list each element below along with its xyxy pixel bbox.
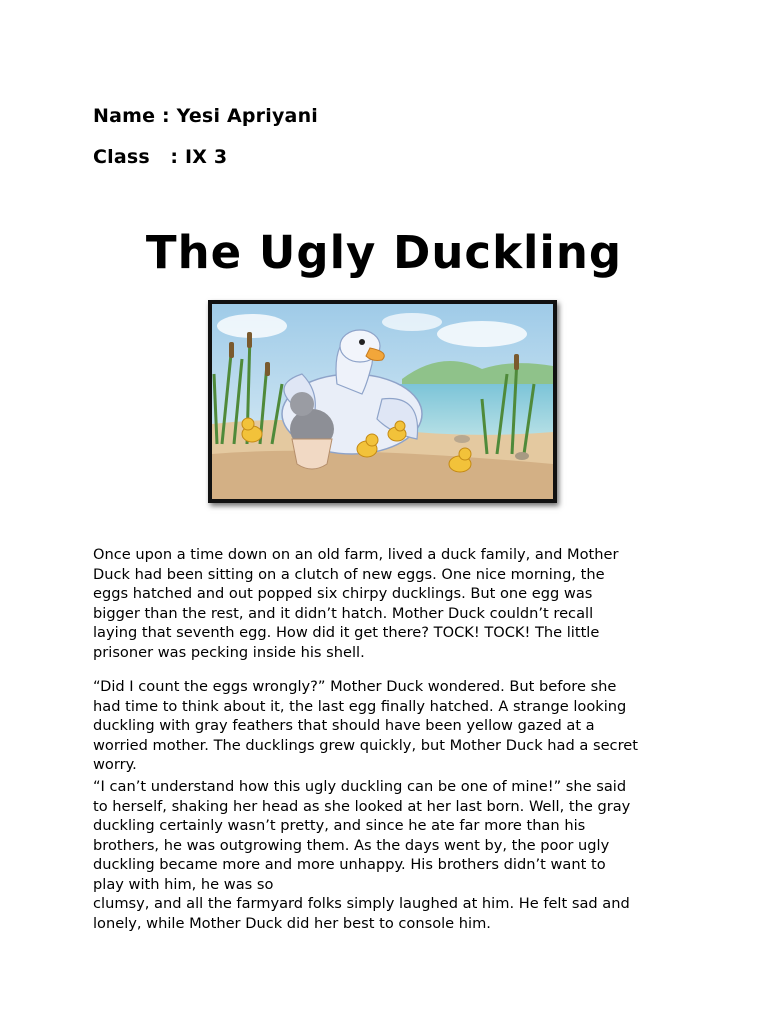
illustration-drawing <box>212 304 553 499</box>
text-line: duckling with gray feathers that should have been yellow gazed at a <box>93 717 595 734</box>
text-line: duckling became more and more unhappy. His brothers didn’t want to <box>93 856 606 873</box>
text-line: Once upon a time down on an old farm, lived a duck family, and Mother <box>93 546 619 563</box>
text-line: eggs hatched and out popped six chirpy ducklings. But one egg was <box>93 585 593 602</box>
text-line: duckling certainly wasn’t pretty, and since he ate far more than his <box>93 817 586 834</box>
text-line: play with him, he was so <box>93 875 274 893</box>
text-line: “I can’t understand how this ugly duckling can be one of mine!” she said <box>93 778 627 795</box>
story-paragraph-2 <box>93 677 683 775</box>
document-title: The Ugly Duckling <box>145 226 623 279</box>
text-line: clumsy, and all the farmyard folks simply laughed at him. He felt sad and <box>93 895 630 912</box>
text-line: had time to think about it, the last egg finally hatched. A strange looking <box>93 697 627 715</box>
text-line: lonely, while Mother Duck did her best to console him. <box>93 914 491 932</box>
text-line: worry. <box>93 756 137 773</box>
text-line: worried mother. The ducklings grew quickly, but Mother Duck had a secret <box>93 736 638 754</box>
mother-duck-with-ducklings-illustration <box>208 300 557 503</box>
text-line: bigger than the rest, and it didn’t hatch. Mother Duck couldn’t recall <box>93 604 594 622</box>
student-class: Class : IX 3 <box>93 146 228 168</box>
text-line: brothers, he was outgrowing them. As the days went by, the poor ugly <box>93 836 610 854</box>
text-line: Duck had been sitting on a clutch of new eggs. One nice morning, the <box>93 565 605 583</box>
text-line: “Did I count the eggs wrongly?” Mother Duck wondered. But before she <box>93 678 617 695</box>
text-line: laying that seventh egg. How did it get there? TOCK! TOCK! The little <box>93 624 600 641</box>
text-line: prisoner was pecking inside his shell. <box>93 643 365 661</box>
story-paragraph-3 <box>93 777 683 933</box>
student-name: Name : Yesi Apriyani <box>93 105 319 127</box>
story-paragraph-1 <box>93 545 683 662</box>
text-line: to herself, shaking her head as she looked at her last born. Well, the gray <box>93 797 631 815</box>
